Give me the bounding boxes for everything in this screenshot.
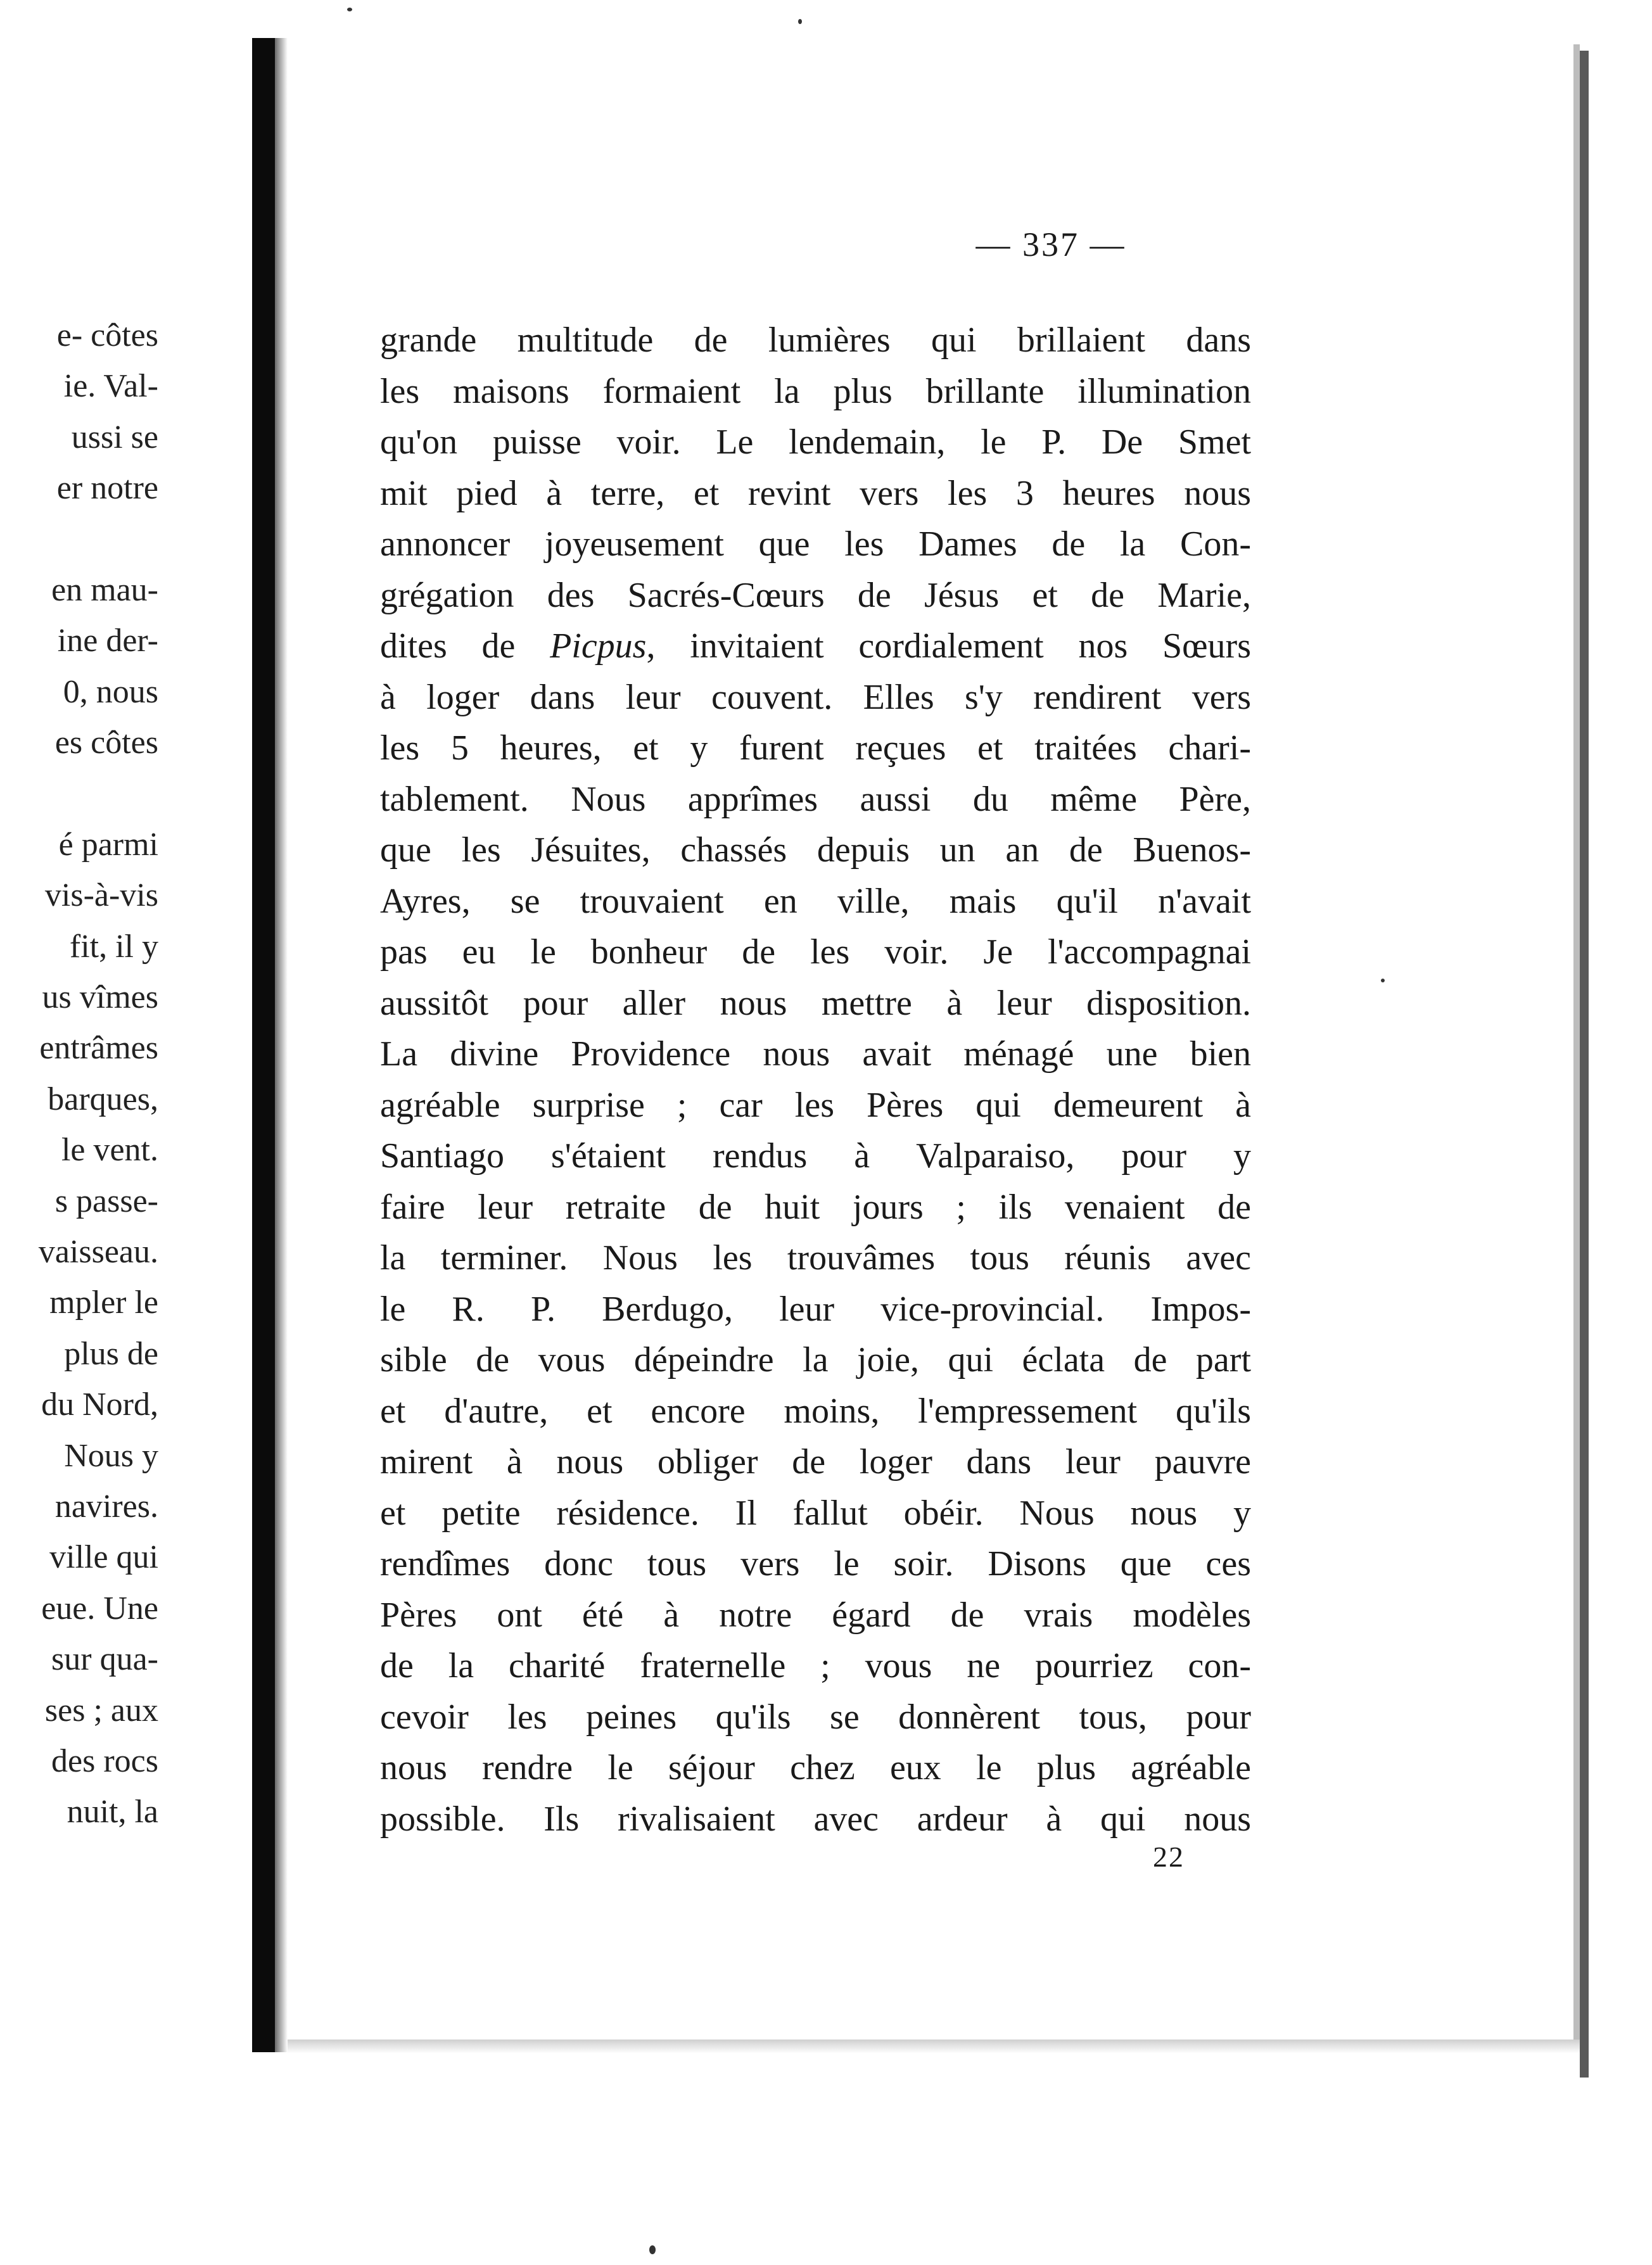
signature-mark: 22 bbox=[1153, 1841, 1185, 1873]
page-number: — 337 — bbox=[975, 225, 1126, 263]
previous-page-line: ie. Val- bbox=[63, 368, 158, 405]
scan-speck bbox=[347, 8, 352, 11]
text-line: grégation des Sacrés-Cœurs de Jésus et de Marie, bbox=[380, 575, 1251, 615]
previous-page-line: du Nord, bbox=[41, 1386, 158, 1423]
page-bottom-shadow bbox=[288, 2040, 1580, 2053]
text-line: nous rendre le séjour chez eux le plus agréable bbox=[380, 1748, 1251, 1787]
previous-page-line: e- côtes bbox=[56, 317, 158, 353]
previous-page-line: plus de bbox=[64, 1335, 158, 1372]
text-line: grande multitude de lumières qui brillaient dans bbox=[380, 320, 1251, 360]
text-line: les 5 heures, et y furent reçues et traitées chari- bbox=[380, 728, 1251, 768]
text-line: agréable surprise ; car les Pères qui demeurent à bbox=[380, 1085, 1251, 1125]
previous-page-paragraph-gap bbox=[0, 769, 158, 820]
text-line: et petite résidence. Il fallut obéir. Nous nous y bbox=[380, 1493, 1251, 1533]
text-line: et d'autre, et encore moins, l'empressement qu'ils bbox=[380, 1391, 1251, 1431]
text-line: le R. P. Berdugo, leur vice-provincial. Impos- bbox=[380, 1289, 1251, 1329]
previous-page-line: vis-à-vis bbox=[44, 877, 158, 914]
previous-page-line: Nous y bbox=[64, 1437, 158, 1474]
text-line: Pères ont été à notre égard de vrais modèles bbox=[380, 1595, 1251, 1635]
previous-page-line: ine der- bbox=[57, 623, 158, 659]
scan-speck bbox=[798, 19, 802, 24]
previous-page-line: mpler le bbox=[49, 1285, 158, 1321]
page-stack-edge bbox=[1580, 51, 1589, 2078]
previous-page-line: es côtes bbox=[54, 725, 158, 761]
previous-page-line: us vîmes bbox=[42, 979, 158, 1016]
text-line: La divine Providence nous avait ménagé une bien bbox=[380, 1034, 1251, 1074]
previous-page-line: sur qua- bbox=[51, 1641, 158, 1678]
text-line: cevoir les peines qu'ils se donnèrent tous, pour bbox=[380, 1697, 1251, 1737]
previous-page-line: barques, bbox=[48, 1081, 158, 1117]
previous-page-line: ussi se bbox=[71, 419, 158, 455]
previous-page-line: nuit, la bbox=[67, 1794, 158, 1830]
previous-page-line: ses ; aux bbox=[44, 1692, 158, 1729]
text-line: rendîmes donc tous vers le soir. Disons que ces bbox=[380, 1544, 1251, 1583]
previous-page-text bbox=[0, 310, 158, 1838]
previous-page-line: des rocs bbox=[51, 1742, 158, 1779]
previous-page-line: 0, nous bbox=[63, 673, 158, 710]
page-body-text bbox=[380, 315, 1251, 1844]
previous-page-line: vaisseau. bbox=[38, 1234, 158, 1271]
previous-page-line: eue. Une bbox=[41, 1590, 158, 1627]
scan-speck bbox=[649, 2245, 656, 2254]
book-gutter bbox=[252, 38, 275, 2052]
text-line: Santiago s'étaient rendus à Valparaiso, pour y bbox=[380, 1136, 1251, 1176]
text-line: mirent à nous obliger de loger dans leur pauvre bbox=[380, 1442, 1251, 1481]
previous-page-line: é parmi bbox=[58, 826, 158, 863]
previous-page-line: navires. bbox=[54, 1488, 158, 1525]
scan-speck bbox=[1381, 979, 1385, 982]
text-line-with-italic bbox=[380, 621, 1251, 672]
text-line: à loger dans leur couvent. Elles s'y rendirent vers bbox=[380, 677, 1251, 717]
previous-page-line: en mau- bbox=[51, 571, 158, 608]
previous-page-line: s passe- bbox=[54, 1183, 158, 1219]
text-line: aussitôt pour aller nous mettre à leur disposition. bbox=[380, 983, 1251, 1023]
previous-page-line: ville qui bbox=[49, 1539, 158, 1576]
previous-page-line: er notre bbox=[56, 470, 158, 507]
text-line: mit pied à terre, et revint vers les 3 heures nous bbox=[380, 473, 1251, 513]
text-line: la terminer. Nous les trouvâmes tous réunis avec bbox=[380, 1238, 1251, 1278]
text-line: tablement. Nous apprîmes aussi du même Père, bbox=[380, 779, 1251, 819]
previous-page-line: le vent. bbox=[61, 1132, 158, 1169]
previous-page-paragraph-gap bbox=[0, 514, 158, 565]
text-line: sible de vous dépeindre la joie, qui éclata de part bbox=[380, 1340, 1251, 1380]
text-line: les maisons formaient la plus brillante illumination bbox=[380, 371, 1251, 411]
text-line: qu'on puisse voir. Le lendemain, le P. De Smet bbox=[380, 422, 1251, 462]
text-fragment: , invitaient cordialement nos Sœurs bbox=[646, 626, 1251, 666]
text-fragment: dites de bbox=[380, 626, 516, 666]
previous-page-line: fit, il y bbox=[69, 928, 158, 965]
italic-place-name: Picpus bbox=[550, 626, 647, 666]
text-line: annoncer joyeusement que les Dames de la Con- bbox=[380, 524, 1251, 564]
text-line: possible. Ils rivalisaient avec ardeur à qui nous bbox=[380, 1799, 1251, 1839]
text-line: pas eu le bonheur de les voir. Je l'accompagnai bbox=[380, 932, 1251, 972]
text-line: que les Jésuites, chassés depuis un an de Buenos- bbox=[380, 830, 1251, 870]
text-line: Ayres, se trouvaient en ville, mais qu'il n'avait bbox=[380, 881, 1251, 921]
previous-page-line: entrâmes bbox=[39, 1030, 158, 1067]
text-line: faire leur retraite de huit jours ; ils venaient de bbox=[380, 1187, 1251, 1227]
text-line: de la charité fraternelle ; vous ne pourriez con- bbox=[380, 1646, 1251, 1685]
previous-page-fragment bbox=[0, 0, 253, 2265]
gutter-shadow bbox=[275, 38, 288, 2052]
page-edge bbox=[1573, 44, 1580, 2052]
